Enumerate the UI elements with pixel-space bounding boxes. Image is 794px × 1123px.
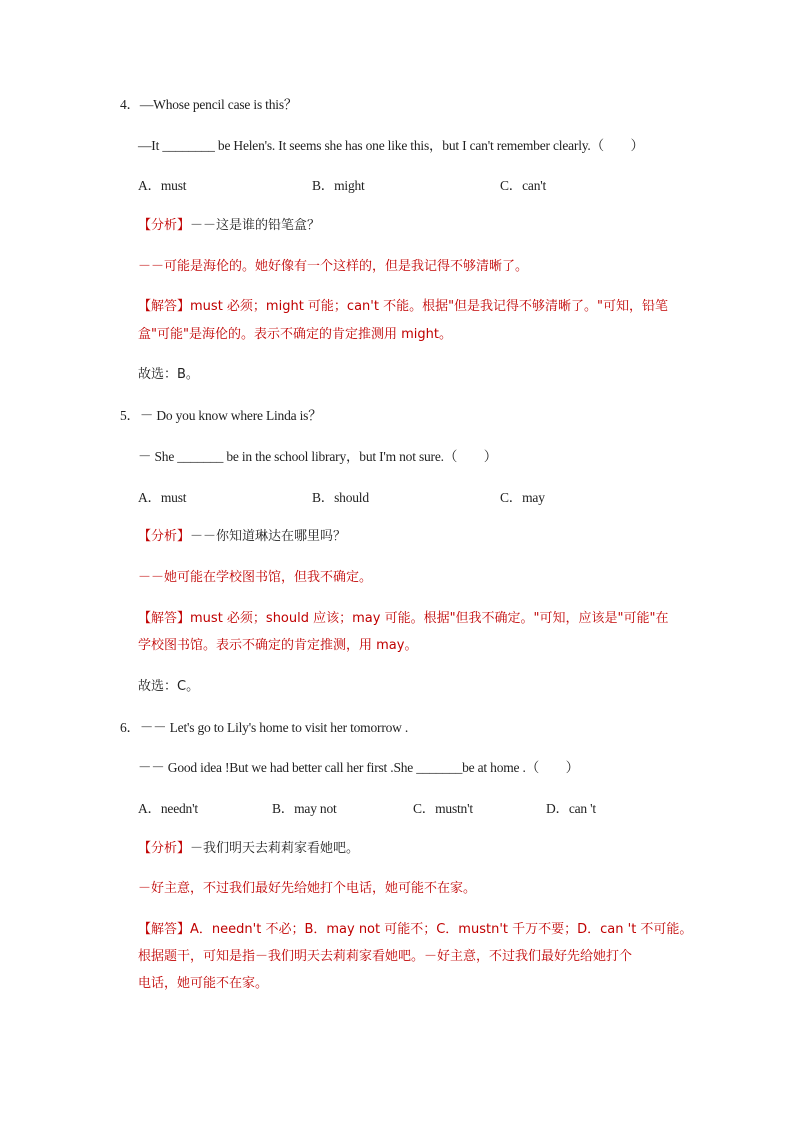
answer-heading	[138, 921, 692, 939]
question-number: 5．	[120, 408, 140, 423]
analysis-heading	[138, 528, 346, 546]
question-sentence: －－ Good idea !But we had better call her first .She _______be at home .（ ）	[138, 760, 579, 775]
answer-text-continued: 根据题干，可知是指－我们明天去莉莉家看她吧。－好主意，不过我们最好先给她打个	[138, 949, 633, 964]
question-stem	[120, 407, 322, 425]
option-d: D．can 't	[546, 801, 596, 816]
option-row	[0, 800, 794, 818]
answer-heading	[138, 298, 668, 316]
option-row	[0, 177, 794, 195]
answer-text-continued: 电话，她可能不在家。	[138, 976, 269, 991]
answer-text: A．needn't 不必；B．may not 可能不；C．mustn't 千万不要；D．can 't 不可能。	[190, 922, 693, 937]
option-b: B．should	[312, 490, 369, 505]
analysis-text: －－你知道琳达在哪里吗？	[190, 529, 347, 544]
question-sentence: —It ________ be Helen's. It seems she has one like this，but I can't remember clearly.（ ）	[138, 138, 644, 153]
option-a: A．needn't	[138, 801, 198, 816]
option-c: C．can't	[500, 178, 547, 193]
answer-text-continued: 盒"可能"是海伦的。表示不确定的肯定推测用 might。	[138, 327, 452, 342]
question-number: 4．	[120, 97, 140, 112]
answer-tag: 【解答】	[138, 299, 191, 314]
answer-choice: 故选：C。	[138, 679, 200, 694]
question-stem	[120, 719, 408, 737]
analysis-heading	[138, 840, 359, 858]
analysis-text: －－这是谁的铅笔盒？	[190, 218, 321, 233]
analysis-tag: 【分析】	[138, 529, 191, 544]
analysis-translation: －－她可能在学校图书馆，但我不确定。	[138, 570, 373, 585]
answer-text: must 必须；should 应该；may 可能。根据"但我不确定。"可知，应该是"可能"在	[190, 611, 669, 626]
question-sentence: － She _______ be in the school library，but I'm not sure.（ ）	[138, 449, 498, 464]
answer-tag: 【解答】	[138, 922, 191, 937]
option-c: C．mustn't	[413, 801, 473, 816]
option-c: C．may	[500, 490, 545, 505]
analysis-text: －我们明天去莉莉家看她吧。	[190, 841, 360, 856]
option-row	[0, 489, 794, 507]
option-b: B．might	[312, 178, 365, 193]
answer-tag: 【解答】	[138, 611, 191, 626]
option-a: A．must	[138, 178, 187, 193]
answer-text: must 必须；might 可能；can't 不能。根据"但是我记得不够清晰了。"可知，铅笔	[190, 299, 669, 314]
stem-text: － Do you know where Linda is？	[139, 408, 322, 423]
answer-heading	[138, 610, 669, 628]
analysis-translation: －好主意，不过我们最好先给她打个电话，她可能不在家。	[138, 881, 477, 896]
analysis-translation: －－可能是海伦的。她好像有一个这样的，但是我记得不够清晰了。	[138, 259, 529, 274]
answer-text-continued: 学校图书馆。表示不确定的肯定推测，用 may。	[138, 638, 418, 653]
option-b: B．may not	[272, 801, 337, 816]
stem-text: －－ Let's go to Lily's home to visit her tomorrow .	[139, 720, 409, 735]
analysis-tag: 【分析】	[138, 841, 191, 856]
stem-text: —Whose pencil case is this？	[139, 97, 298, 112]
question-stem	[120, 96, 297, 114]
question-number: 6．	[120, 720, 140, 735]
analysis-tag: 【分析】	[138, 218, 191, 233]
option-a: A．must	[138, 490, 187, 505]
analysis-heading	[138, 217, 320, 235]
answer-choice: 故选：B。	[138, 367, 199, 382]
